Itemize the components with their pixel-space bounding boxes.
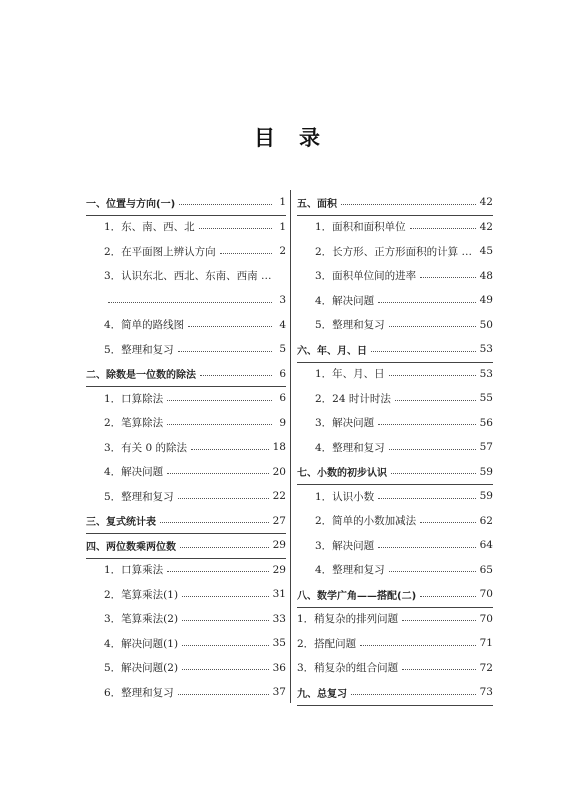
toc-dot-leader (199, 228, 272, 229)
toc-page-number: 37 (272, 686, 286, 699)
toc-entry-label: 1．稍复杂的排列问题 (297, 613, 399, 626)
toc-dot-leader (182, 620, 269, 621)
toc-dot-leader (220, 253, 272, 254)
toc-dot-leader (389, 449, 476, 450)
toc-entry-label: 2．在平面图上辨认方向 (104, 245, 216, 258)
title-char-2: 录 (299, 125, 322, 150)
toc-entry-label: 4．整理和复习 (315, 564, 385, 577)
toc-entry[interactable] (86, 435, 286, 460)
toc-section-entry[interactable] (86, 362, 286, 388)
toc-entry-label: 1．口算除法 (104, 392, 164, 405)
toc-entry[interactable] (297, 631, 493, 656)
toc-section-entry[interactable] (86, 509, 286, 535)
toc-dot-leader (371, 351, 476, 352)
toc-entry[interactable] (86, 264, 286, 289)
toc-dot-leader (389, 571, 476, 572)
toc-page-number: 49 (479, 294, 493, 307)
toc-entry-label: 1．年、月、日 (315, 368, 385, 381)
toc-entry[interactable] (297, 215, 493, 240)
toc-page-number: 50 (479, 318, 493, 331)
toc-entry-label: 1．口算乘法 (104, 564, 164, 577)
toc-page-number: 29 (272, 563, 286, 576)
toc-dot-leader (420, 596, 475, 597)
toc-dot-leader (188, 326, 272, 327)
toc-dot-leader (410, 228, 476, 229)
column-divider (290, 190, 291, 703)
toc-page-number: 53 (479, 367, 493, 380)
toc-page-number: 31 (272, 588, 286, 601)
toc-dot-leader (191, 449, 269, 450)
toc-entry-label: 2．24 时计时法 (315, 392, 391, 405)
toc-page-number: 73 (479, 686, 493, 699)
toc-entry-label: 九、总复习 (297, 688, 347, 700)
toc-page-number: 1 (279, 220, 286, 233)
toc-dot-leader (178, 694, 269, 695)
toc-entry-label: 3．解决问题 (315, 417, 375, 430)
toc-dot-leader (378, 547, 475, 548)
toc-page-number: 29 (272, 539, 286, 552)
toc-dot-leader (178, 351, 272, 352)
toc-page-number: 42 (479, 196, 493, 209)
toc-dot-leader (167, 424, 272, 425)
toc-entry[interactable] (86, 313, 286, 338)
toc-entry-label: 七、小数的初步认识 (297, 468, 387, 480)
toc-page-number: 55 (479, 392, 493, 405)
toc-section-entry[interactable] (86, 190, 286, 216)
page-title (0, 122, 576, 152)
toc-dot-leader (108, 302, 272, 303)
toc-page-number: 70 (479, 612, 493, 625)
toc-page-number: 3 (279, 294, 286, 307)
toc-entry[interactable] (86, 411, 286, 436)
toc-page-number: 36 (272, 661, 286, 674)
toc-dot-leader (182, 669, 269, 670)
toc-dot-leader (182, 596, 269, 597)
toc-entry[interactable] (297, 435, 493, 460)
toc-entry[interactable] (297, 362, 493, 387)
toc-entry-label: 4．整理和复习 (315, 441, 385, 454)
toc-dot-leader (160, 522, 269, 523)
toc-dot-leader (420, 277, 475, 278)
toc-entry[interactable] (86, 582, 286, 607)
toc-dot-leader (402, 620, 475, 621)
toc-entry[interactable] (86, 288, 286, 313)
toc-dot-leader (402, 669, 475, 670)
toc-entry[interactable] (86, 558, 286, 583)
toc-entry[interactable] (86, 656, 286, 681)
toc-entry-label: 2．搭配问题 (297, 637, 357, 650)
toc-page-number: 45 (479, 245, 494, 258)
toc-entry[interactable] (86, 607, 286, 632)
toc-page-number: 6 (279, 367, 286, 380)
toc-dot-leader (389, 326, 476, 327)
toc-entry[interactable] (86, 337, 286, 362)
toc-page-number: 42 (479, 220, 493, 233)
toc-entry-label: 4．解决问题 (104, 466, 164, 479)
toc-section-entry[interactable] (297, 680, 493, 706)
toc-page-number: 62 (479, 514, 493, 527)
toc-dot-leader (389, 375, 476, 376)
toc-entry-label: 八、数学广角——搭配(二) (297, 590, 417, 602)
toc-entry-label: 5．整理和复习 (104, 343, 174, 356)
toc-dot-leader (167, 571, 268, 572)
toc-page-number: 70 (479, 588, 493, 601)
toc-entry-label: 4．简单的路线图 (104, 319, 185, 332)
toc-dot-leader (182, 645, 269, 646)
toc-entry-label: 6．整理和复习 (104, 686, 174, 699)
toc-entry-label: 1．认识小数 (315, 490, 375, 503)
toc-entry[interactable] (297, 607, 493, 632)
toc-page-number: 27 (272, 514, 286, 527)
toc-dot-leader (378, 302, 475, 303)
toc-dot-leader (200, 375, 272, 376)
toc-page-number: 5 (279, 343, 286, 356)
toc-entry-label: 5．解决问题(2) (104, 662, 179, 675)
toc-entry[interactable] (86, 631, 286, 656)
toc-entry-label: 一、位置与方向(一) (86, 198, 176, 210)
toc-entry[interactable] (297, 509, 493, 534)
toc-dot-leader (167, 400, 272, 401)
toc-dot-leader (341, 204, 476, 205)
toc-entry[interactable] (86, 386, 286, 411)
toc-entry-label: 3．有关 0 的除法 (104, 441, 188, 454)
toc-page-number: 33 (272, 612, 286, 625)
toc-entry[interactable] (297, 386, 493, 411)
toc-entry-label: 5．整理和复习 (104, 490, 174, 503)
toc-entry-label: 四、两位数乘两位数 (86, 541, 176, 553)
toc-entry[interactable] (86, 239, 286, 264)
toc-entry[interactable] (297, 288, 493, 313)
toc-dot-leader (179, 204, 272, 205)
toc-entry[interactable] (297, 313, 493, 338)
toc-entry-label: 二、除数是一位数的除法 (86, 370, 196, 382)
toc-dot-leader (351, 694, 476, 695)
toc-entry[interactable] (86, 460, 286, 485)
toc-page-number: 59 (479, 465, 493, 478)
toc-page-number: 72 (479, 661, 493, 674)
toc-dot-leader (391, 473, 476, 474)
toc-entry-label: 1．东、南、西、北 (104, 221, 195, 234)
toc-entry[interactable] (297, 558, 493, 583)
toc-entry[interactable] (297, 656, 493, 681)
toc-page-number: 56 (479, 416, 493, 429)
toc-entry-label: 3．解决问题 (315, 539, 375, 552)
toc-page-number: 53 (479, 343, 493, 356)
toc-dot-leader (420, 522, 475, 523)
toc-entry[interactable] (297, 239, 493, 264)
toc-dot-leader (395, 400, 476, 401)
toc-page-number: 4 (279, 318, 286, 331)
toc-page-number: 64 (479, 539, 493, 552)
toc-page-number: 22 (272, 490, 286, 503)
toc-entry-label: 三、复式统计表 (86, 517, 156, 529)
toc-entry-label: 4．解决问题(1) (104, 637, 179, 650)
toc-page-number: 18 (272, 441, 286, 454)
toc-page-number: 35 (272, 637, 286, 650)
toc-entry-label: 4．解决问题 (315, 294, 375, 307)
toc-page-number: 6 (279, 392, 286, 405)
toc-page-number: 1 (279, 196, 286, 209)
toc-page-number: 20 (272, 465, 286, 478)
toc-entry-label: 2．笔算除法 (104, 417, 164, 430)
toc-page-number: 71 (479, 637, 493, 650)
toc-entry-label: 2．简单的小数加减法 (315, 515, 417, 528)
toc-section-entry[interactable] (297, 190, 493, 216)
toc-entry-label: 五、面积 (297, 198, 337, 210)
toc-dot-leader (167, 473, 268, 474)
toc-entry[interactable] (86, 215, 286, 240)
toc-dot-leader (178, 498, 269, 499)
toc-section-entry[interactable] (297, 582, 493, 608)
toc-entry-label: 3．认识东北、西北、东南、西南 … (104, 270, 272, 283)
toc-dot-leader (378, 424, 475, 425)
toc-section-entry[interactable] (86, 533, 286, 559)
toc-entry[interactable] (297, 533, 493, 558)
toc-entry-label: 六、年、月、日 (297, 345, 367, 357)
toc-page-number: 2 (279, 245, 286, 258)
toc-entry-label: 1．面积和面积单位 (315, 221, 406, 234)
toc-page-number: 57 (479, 441, 493, 454)
toc-page-number: 48 (479, 269, 493, 282)
toc-section-entry[interactable] (297, 337, 493, 363)
toc-entry-label: 2．笔算乘法(1) (104, 588, 179, 601)
toc-entry[interactable] (297, 264, 493, 289)
toc-page-number: 59 (479, 490, 493, 503)
toc-entry[interactable] (297, 411, 493, 436)
toc-entry-label: 2．长方形、正方形面积的计算 … (315, 245, 472, 258)
toc-section-entry[interactable] (297, 460, 493, 486)
toc-entry[interactable] (86, 680, 286, 705)
toc-entry[interactable] (297, 484, 493, 509)
toc-entry-label: 3．稍复杂的组合问题 (297, 662, 399, 675)
toc-dot-leader (180, 547, 269, 548)
toc-entry[interactable] (86, 484, 286, 509)
title-char-1: 目 (254, 125, 277, 150)
toc-dot-leader (360, 645, 475, 646)
toc-page-number: 65 (479, 563, 493, 576)
toc-entry-label: 5．整理和复习 (315, 319, 385, 332)
toc-dot-leader (378, 498, 475, 499)
toc-page-number: 9 (279, 416, 286, 429)
toc-entry-label: 3．面积单位间的进率 (315, 270, 417, 283)
toc-entry-label: 3．笔算乘法(2) (104, 613, 179, 626)
